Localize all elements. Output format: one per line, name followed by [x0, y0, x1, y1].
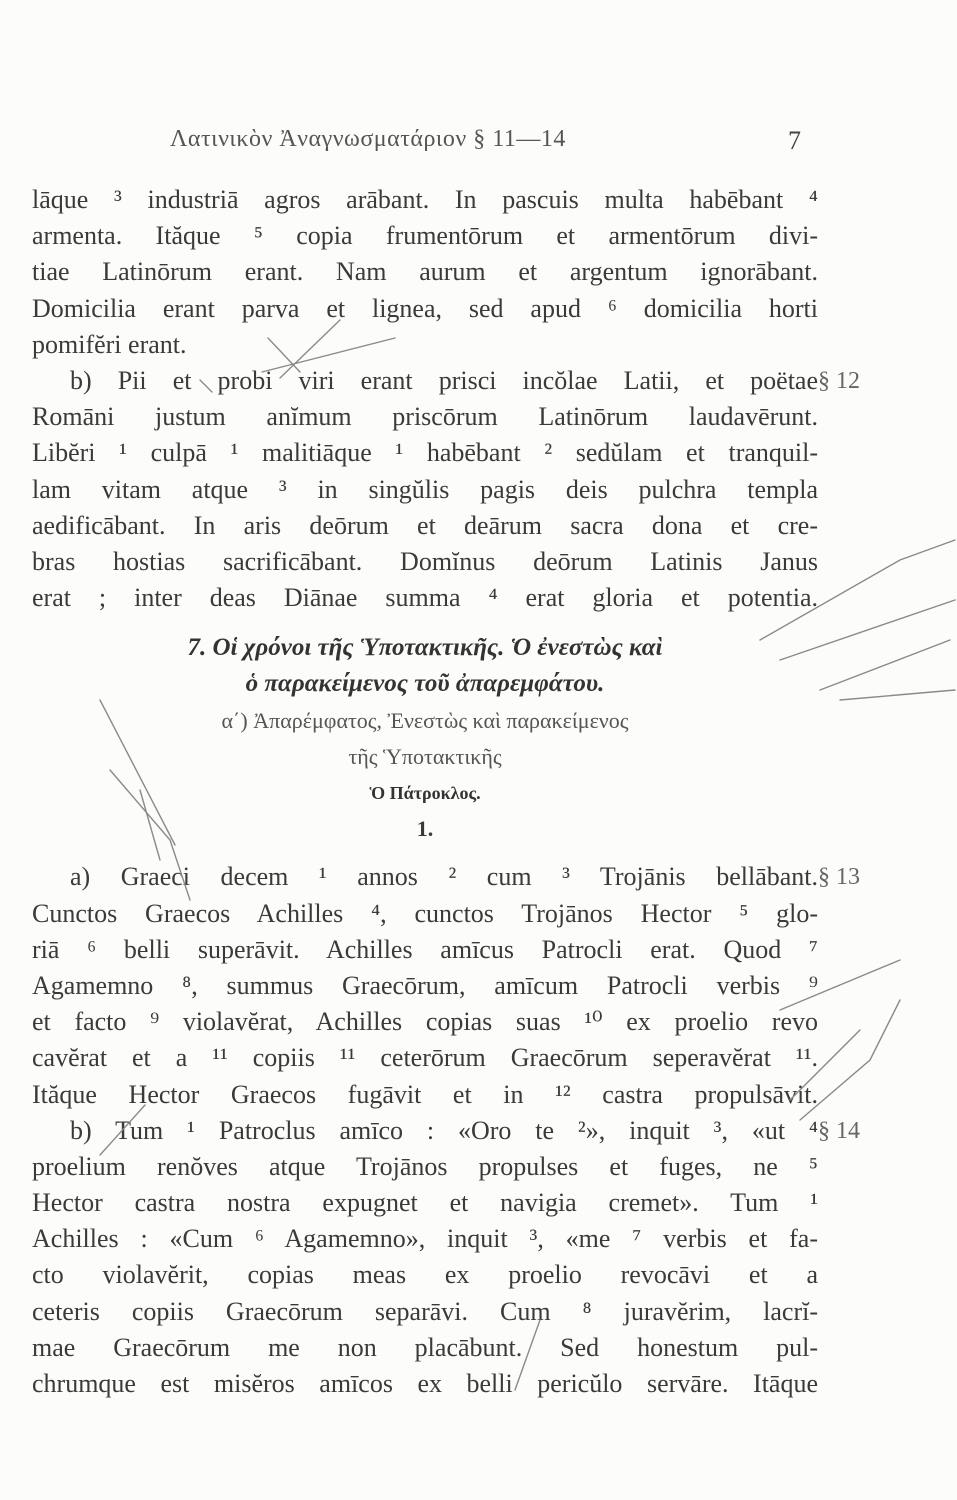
section-13-marker: § 13 [818, 864, 860, 891]
subsection-heading: τῆς Ὑποτακτικῆς [348, 743, 502, 769]
text-line: tiae Latinōrum erant. Nam aurum et argentum ignorābant. [32, 257, 818, 287]
section-14-marker: § 14 [818, 1117, 860, 1144]
text-line: Libĕri ¹ culpā ¹ malitiāque ¹ habēbant ² sedŭlam et tranquil- [32, 438, 818, 468]
page-number: 7 [788, 126, 801, 155]
section-heading: ὁ παρακείμενος τοῦ ἀπαρεμφάτου. [245, 670, 605, 698]
paragraph-14-line [32, 1113, 860, 1149]
text-line: ceteris copiis Graecōrum separāvi. Cum ⁸ juravĕrim, lacrĭ- [32, 1296, 818, 1326]
text-line: b) Pii et probi viri erant prisci incŏlae Latii, et poëtae [70, 365, 818, 395]
text-line: pomifĕri erant. [32, 329, 187, 359]
paragraph-13-line [32, 859, 860, 895]
paragraph-12-line [32, 363, 860, 399]
text-line: Agamemno ⁸, summus Graecōrum, amīcum Patrocli verbis ⁹ [32, 970, 818, 1000]
subsection-heading: α΄) Ἀπαρέμφατος, Ἐνεστὼς καὶ παρακείμενος [221, 707, 629, 733]
lesson-number: 1. [416, 816, 434, 842]
lesson-title: Ὁ Πάτροκλος. [369, 783, 481, 803]
text-line: armenta. Ităque ⁵ copia frumentōrum et armentōrum divi- [32, 221, 818, 251]
text-line: aedificābant. In aris deōrum et deārum sacra dona et cre- [32, 510, 818, 540]
text-line: Domicilia erant parva et lignea, sed apud ⁶ domicilia horti [32, 293, 818, 323]
text-line: et facto ⁹ violavĕrat, Achilles copias suas ¹⁰ ex proelio revo [32, 1007, 818, 1037]
text-line: a) Graeci decem ¹ annos ² cum ³ Trojānis bellābant. [70, 862, 818, 892]
text-line: Hector castra nostra expugnet et navigia cremet». Tum ¹ [32, 1188, 818, 1218]
text-line: lam vitam atque ³ in singŭlis pagis deis pulchra templa [32, 474, 818, 504]
pencil-stroke [840, 690, 955, 700]
text-line: proelium renŏves atque Trojānos propulses et fuges, ne ⁵ [32, 1151, 818, 1181]
text-line: Ităque Hector Graecos fugāvit et in ¹² castra propulsāvit. [32, 1079, 818, 1109]
text-line: bras hostias sacrificābant. Domĭnus deōrum Latinis Janus [32, 546, 818, 576]
text-line: Achilles : «Cum ⁶ Agamemno», inquit ³, «me ⁷ verbis et fa- [32, 1224, 818, 1254]
text-line: Romāni justum anĭmum priscōrum Latinōrum laudavērunt. [32, 402, 818, 432]
text-line: cto violavĕrit, copias meas ex proelio revocāvi et a [32, 1260, 818, 1290]
section-12-marker: § 12 [818, 367, 860, 394]
page-body [32, 182, 860, 1402]
text-line: lāque ³ industriā agros arābant. In pascuis multa habēbant ⁴ [32, 185, 818, 214]
text-line: erat ; inter deas Diānae summa ⁴ erat gloria et potentia. [32, 583, 818, 613]
pencil-stroke [820, 640, 950, 690]
section-heading: 7. Οἱ χρόνοι τῆς Ὑποτακτικῆς. Ὁ ἐνεστὼς καὶ [187, 634, 663, 662]
running-title: Λατινικὸν Ἀναγνωσματάριον § 11—14 [170, 126, 566, 152]
text-line: Cunctos Graecos Achilles ⁴, cunctos Trojānos Hector ⁵ glo- [32, 898, 818, 928]
text-line: mae Graecōrum me non placābunt. Sed honestum pul- [32, 1332, 818, 1362]
text-line: chrumque est misĕros amīcos ex belli pericŭlo servāre. Itāque [32, 1369, 818, 1398]
text-line: cavĕrat et a ¹¹ copiis ¹¹ ceterōrum Graecōrum seperavĕrat ¹¹. [32, 1043, 818, 1073]
text-line: riā ⁶ belli superāvit. Achilles amīcus Patrocli erat. Quod ⁷ [32, 934, 818, 964]
text-line: b) Tum ¹ Patroclus amīco : «Oro te ²», inquit ³, «ut ⁴ [70, 1115, 818, 1145]
